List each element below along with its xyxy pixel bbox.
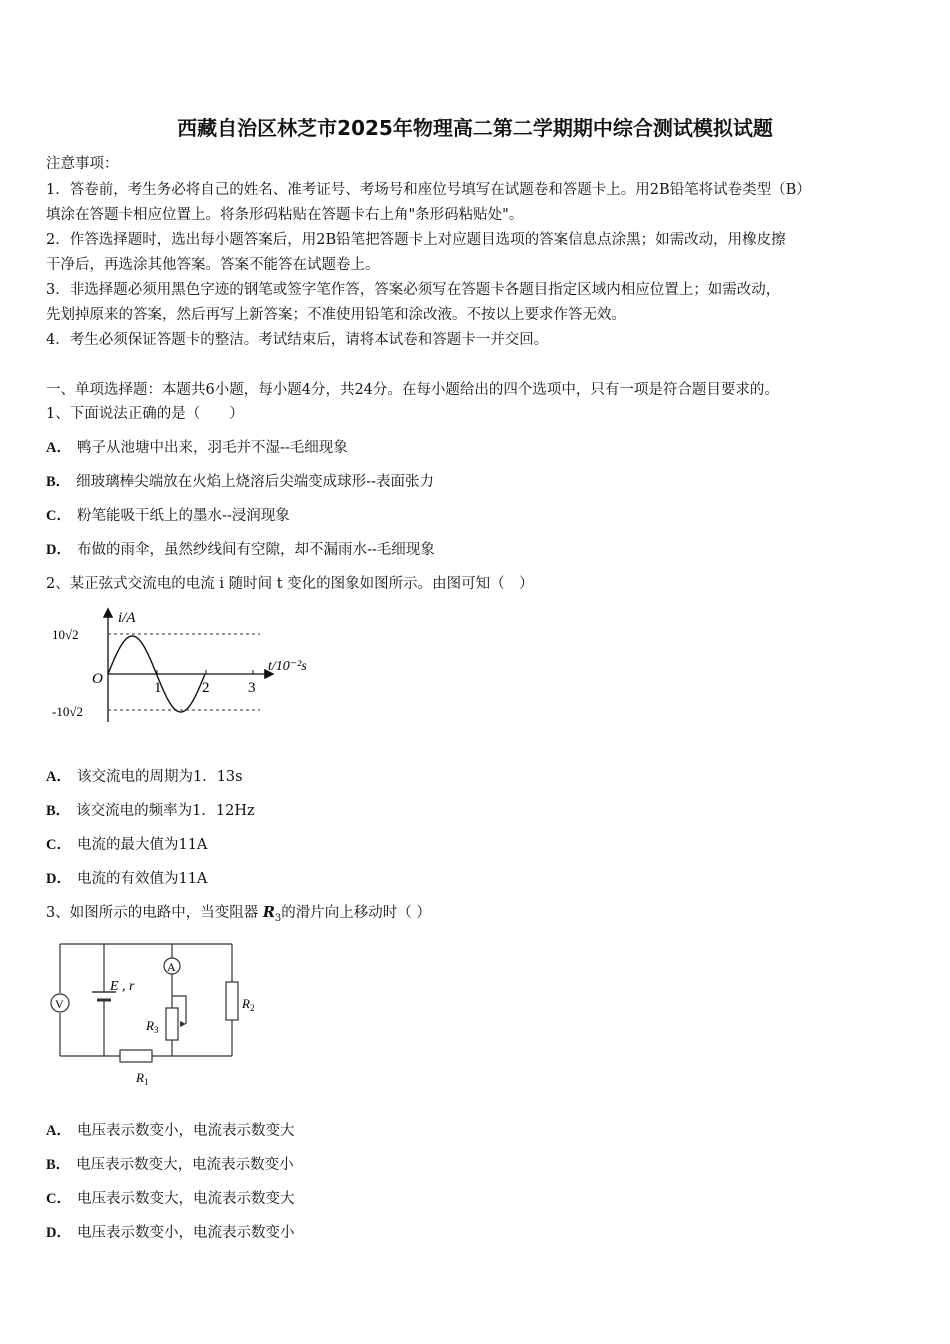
y-max-label: 10√2	[52, 627, 79, 642]
resistor-r1	[120, 1050, 152, 1062]
option-text: 电流的有效值为11A	[76, 871, 208, 887]
stem-variable: R	[262, 904, 275, 921]
resistor-r3	[166, 1008, 178, 1040]
option-letter: C．	[46, 837, 71, 853]
question-1-option-b[interactable]	[46, 470, 434, 491]
notice-line: 2．作答选择题时，选出每小题答案后，用2B铅笔把答题卡上对应题目选项的答案信息点涂黑；如需改动，用橡皮擦	[46, 232, 786, 248]
option-text: 粉笔能吸干纸上的墨水--浸润现象	[76, 508, 290, 524]
option-text: 电流的最大值为11A	[76, 837, 208, 853]
option-text: 布做的雨伞，虽然纱线间有空隙，却不漏雨水--毛细现象	[76, 542, 435, 558]
option-letter: D．	[46, 871, 71, 887]
x-tick-label: 1	[154, 680, 162, 696]
stem-subscript: 3	[274, 912, 282, 924]
question-2-stem: 2、某正弦式交流电的电流 i 随时间 t 变化的图象如图所示。由图可知（ ）	[46, 576, 534, 592]
question-2-option-d[interactable]	[46, 867, 207, 888]
option-letter: A．	[46, 440, 71, 456]
option-letter: B．	[46, 1157, 71, 1173]
origin-label: O	[92, 671, 103, 687]
r1-label: $R_1$	[136, 1070, 149, 1087]
option-letter: C．	[46, 1191, 71, 1207]
notice-line: 1．答卷前，考生务必将自己的姓名、准考证号、考场号和座位号填写在试题卷和答题卡上。用2B铅笔将试卷类型（B）	[46, 182, 811, 198]
option-letter: B．	[46, 474, 71, 490]
notice-line: 填涂在答题卡相应位置上。将条形码粘贴在答题卡右上角"条形码粘贴处"。	[46, 207, 524, 223]
question-3-option-c[interactable]	[46, 1187, 294, 1208]
question-2-option-a[interactable]	[46, 765, 243, 786]
option-letter: D．	[46, 1225, 71, 1241]
y-min-label: -10√2	[52, 704, 83, 719]
ammeter-label: A	[167, 960, 176, 974]
stem-text: 的滑片向上移动时（ ）	[281, 905, 431, 921]
question-2-option-b[interactable]	[46, 799, 255, 820]
question-3-option-a[interactable]	[46, 1119, 294, 1140]
option-text: 该交流电的周期为1．13s	[76, 769, 243, 785]
option-letter: A．	[46, 769, 71, 785]
y-axis-label: i/A	[118, 610, 136, 626]
question-1-option-d[interactable]	[46, 538, 435, 559]
slider-arrow-icon	[180, 1021, 186, 1027]
option-text: 鸭子从池塘中出来，羽毛并不湿--毛细现象	[76, 440, 348, 456]
notice-line: 3．非选择题必须用黑色字迹的钢笔或签字笔作答，答案必须写在答题卡各题目指定区域内相应位置上；如需改动，	[46, 282, 781, 298]
question-1-stem: 1、下面说法正确的是（ ）	[46, 406, 244, 422]
voltmeter-label: V	[55, 997, 64, 1011]
circuit-diagram	[44, 936, 274, 1092]
battery-label: E , r	[110, 979, 135, 994]
option-text: 该交流电的频率为1．12Hz	[76, 803, 255, 819]
x-axis-label: t/10⁻²s	[268, 659, 307, 674]
option-text: 电压表示数变小，电流表示数变大	[76, 1123, 295, 1139]
option-text: 电压表示数变大，电流表示数变大	[76, 1191, 295, 1207]
option-letter: A．	[46, 1123, 71, 1139]
option-letter: D．	[46, 542, 71, 558]
page-title: 西藏自治区林芝市2025年物理高二第二学期期中综合测试模拟试题	[177, 116, 773, 140]
question-3-stem	[46, 901, 431, 924]
section-heading: 一、单项选择题：本题共6小题，每小题4分，共24分。在每小题给出的四个选项中，只有一项是符合题目要求的。	[46, 382, 779, 398]
notice-heading: 注意事项：	[46, 156, 119, 172]
option-text: 细玻璃棒尖端放在火焰上烧溶后尖端变成球形--表面张力	[76, 474, 434, 490]
current-time-graph	[50, 604, 340, 734]
question-1-option-c[interactable]	[46, 504, 290, 525]
resistor-r2	[226, 982, 238, 1020]
notice-line: 4．考生必须保证答题卡的整洁。考试结束后，请将本试卷和答题卡一并交回。	[46, 332, 549, 348]
option-text: 电压表示数变大，电流表示数变小	[76, 1157, 294, 1173]
notice-line: 先划掉原来的答案，然后再写上新答案；不准使用铅笔和涂改液。不按以上要求作答无效。	[46, 307, 626, 323]
question-2-option-c[interactable]	[46, 833, 207, 854]
r2-label: $R_2$	[242, 996, 255, 1013]
option-letter: C．	[46, 508, 71, 524]
option-letter: B．	[46, 803, 71, 819]
question-1-option-a[interactable]	[46, 436, 348, 457]
stem-text: 3、如图所示的电路中，当变阻器	[46, 905, 263, 921]
option-text: 电压表示数变小，电流表示数变小	[76, 1225, 295, 1241]
notice-line: 干净后，再选涂其他答案。答案不能答在试题卷上。	[46, 257, 380, 273]
r3-label: $R_3$	[146, 1018, 159, 1035]
x-tick-label: 2	[202, 680, 210, 696]
question-3-option-d[interactable]	[46, 1221, 294, 1242]
question-3-option-b[interactable]	[46, 1153, 294, 1174]
x-tick-label: 3	[248, 680, 256, 696]
